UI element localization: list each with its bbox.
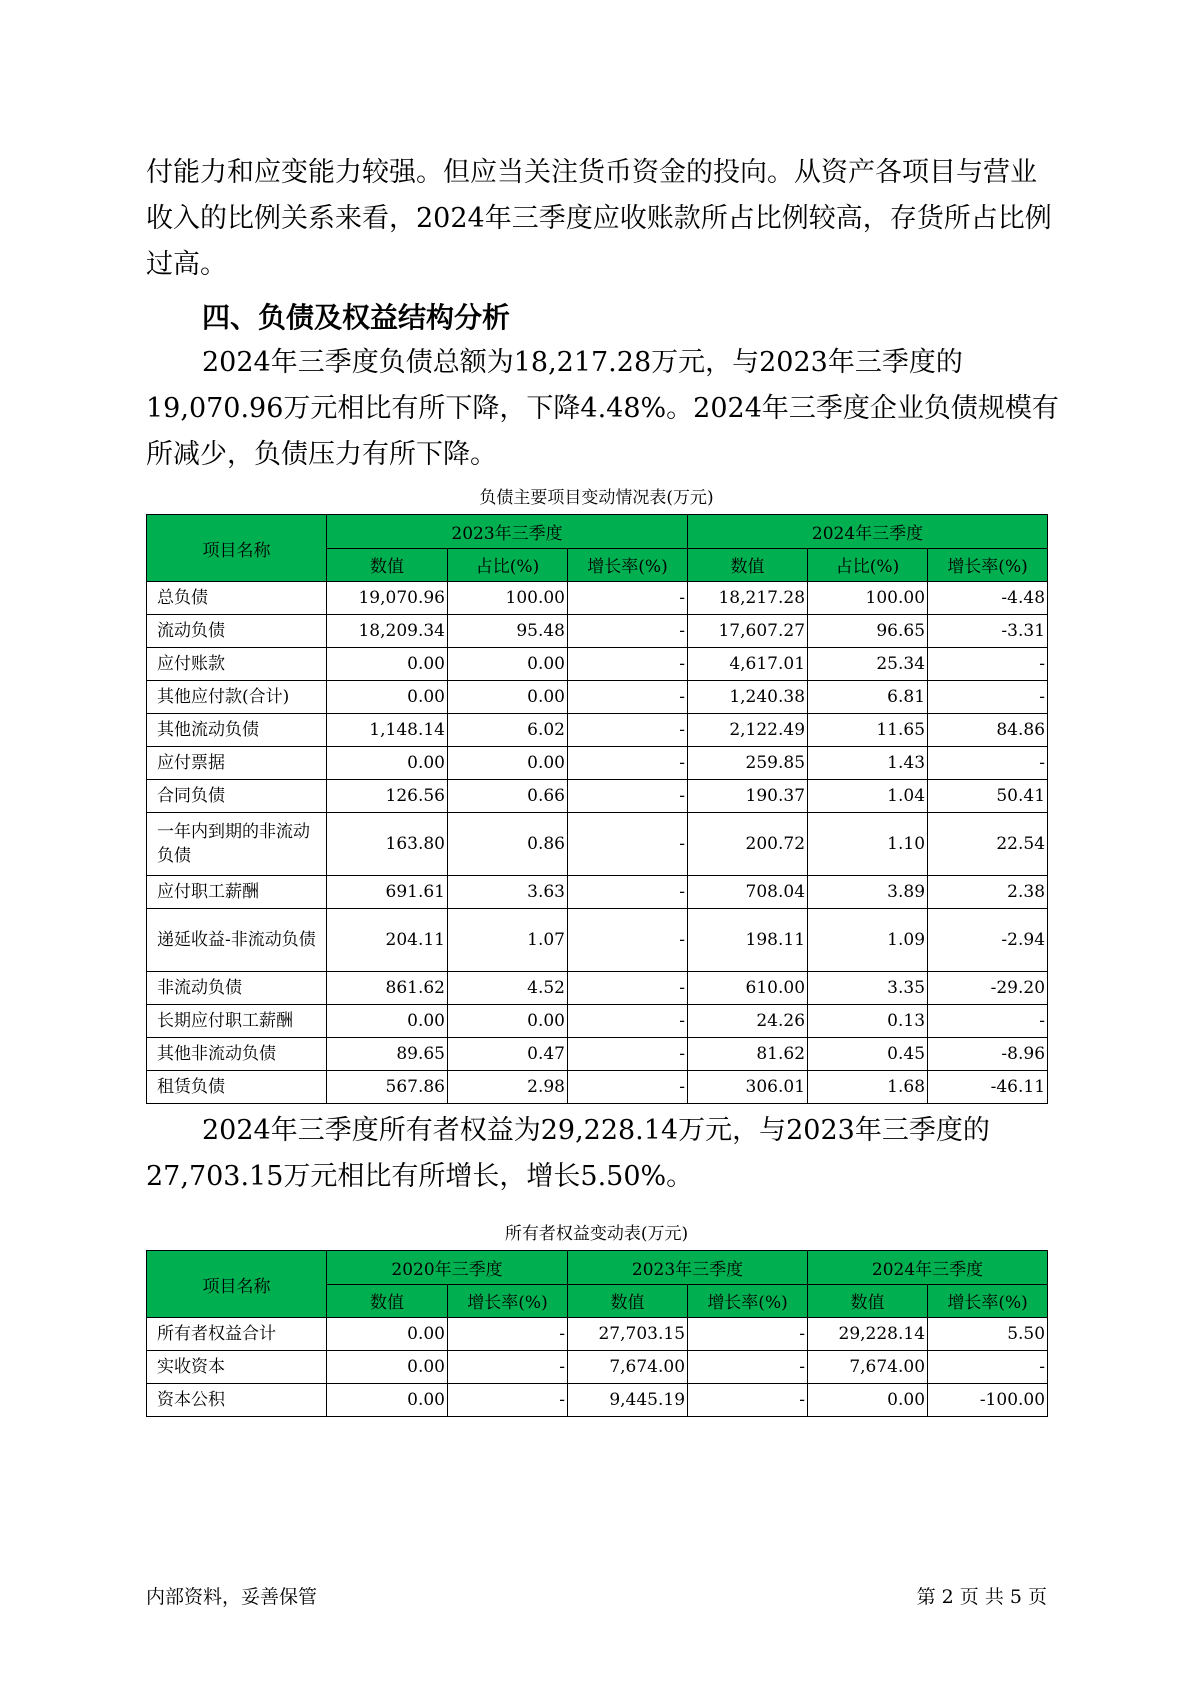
col-header-period-2024: 2024年三季度 (808, 1251, 1048, 1285)
value-cell: 3.35 (808, 972, 928, 1005)
value-cell: 1.04 (808, 780, 928, 813)
col-header-value: 数值 (327, 548, 448, 582)
table-row (147, 1071, 1048, 1104)
col-header-name: 项目名称 (147, 1251, 327, 1318)
row-label-cell: 应付职工薪酬 (147, 876, 327, 909)
value-cell: 0.00 (327, 681, 448, 714)
value-cell: 6.81 (808, 681, 928, 714)
equity-table (146, 1250, 1048, 1417)
value-cell: - (928, 747, 1048, 780)
col-header-value: 数值 (808, 1284, 928, 1318)
value-cell: 163.80 (327, 813, 448, 876)
value-cell: 1.10 (808, 813, 928, 876)
value-cell: -2.94 (928, 909, 1048, 972)
value-cell: -100.00 (928, 1384, 1048, 1417)
value-cell: - (928, 1351, 1048, 1384)
value-cell: 0.00 (327, 747, 448, 780)
row-label-cell: 租赁负债 (147, 1071, 327, 1104)
value-cell: 190.37 (688, 780, 808, 813)
value-cell: - (688, 1351, 808, 1384)
value-cell: - (448, 1384, 568, 1417)
row-label-cell: 所有者权益合计 (147, 1318, 327, 1351)
value-cell: 29,228.14 (808, 1318, 928, 1351)
value-cell: 0.13 (808, 1005, 928, 1038)
table-row (147, 1384, 1048, 1417)
value-cell: 81.62 (688, 1038, 808, 1071)
value-cell: 7,674.00 (808, 1351, 928, 1384)
value-cell: -3.31 (928, 615, 1048, 648)
value-cell: 200.72 (688, 813, 808, 876)
table-row (147, 1318, 1048, 1351)
row-label-cell: 一年内到期的非流动负债 (147, 813, 327, 876)
value-cell: - (568, 714, 688, 747)
table-row (147, 714, 1048, 747)
value-cell: 11.65 (808, 714, 928, 747)
col-header-period-2020: 2020年三季度 (327, 1251, 568, 1285)
value-cell: 0.00 (808, 1384, 928, 1417)
col-header-growth: 增长率(%) (928, 1284, 1048, 1318)
value-cell: 4,617.01 (688, 648, 808, 681)
value-cell: -29.20 (928, 972, 1048, 1005)
value-cell: 0.00 (448, 648, 568, 681)
table-row (147, 648, 1048, 681)
equity-table-body (147, 1318, 1048, 1417)
table-row (147, 780, 1048, 813)
value-cell: 27,703.15 (568, 1318, 688, 1351)
value-cell: 89.65 (327, 1038, 448, 1071)
row-label-cell: 实收资本 (147, 1351, 327, 1384)
col-header-period-2023: 2023年三季度 (568, 1251, 808, 1285)
value-cell: - (568, 615, 688, 648)
value-cell: 24.26 (688, 1005, 808, 1038)
value-cell: - (568, 813, 688, 876)
value-cell: - (568, 1038, 688, 1071)
value-cell: 1,148.14 (327, 714, 448, 747)
row-label-cell: 递延收益-非流动负债 (147, 909, 327, 972)
value-cell: 18,217.28 (688, 582, 808, 615)
value-cell: - (688, 1318, 808, 1351)
col-header-period-2023: 2023年三季度 (327, 515, 688, 549)
value-cell: 0.45 (808, 1038, 928, 1071)
table-row (147, 1038, 1048, 1071)
row-label-cell: 其他应付款(合计) (147, 681, 327, 714)
value-cell: 17,607.27 (688, 615, 808, 648)
paragraph-1-text: 付能力和应变能力较强。但应当关注货币资金的投向。从资产各项目与营业收入的比例关系来看，2024年三季度应收账款所占比例较高，存货所占比例过高。 (146, 157, 1052, 280)
value-cell: 0.86 (448, 813, 568, 876)
value-cell: - (688, 1384, 808, 1417)
value-cell: - (568, 876, 688, 909)
col-header-ratio: 占比(%) (808, 548, 928, 582)
value-cell: -4.48 (928, 582, 1048, 615)
value-cell: 126.56 (327, 780, 448, 813)
value-cell: 7,674.00 (568, 1351, 688, 1384)
table-row (147, 972, 1048, 1005)
value-cell: 1.68 (808, 1071, 928, 1104)
liability-header-row-1 (147, 515, 1048, 549)
value-cell: 100.00 (448, 582, 568, 615)
value-cell: - (568, 747, 688, 780)
row-label-cell: 应付票据 (147, 747, 327, 780)
value-cell: 22.54 (928, 813, 1048, 876)
liability-table (146, 514, 1048, 1104)
value-cell: 0.00 (327, 1384, 448, 1417)
value-cell: 19,070.96 (327, 582, 448, 615)
value-cell: - (568, 582, 688, 615)
value-cell: 3.63 (448, 876, 568, 909)
value-cell: 306.01 (688, 1071, 808, 1104)
value-cell: 2.38 (928, 876, 1048, 909)
value-cell: 259.85 (688, 747, 808, 780)
value-cell: 50.41 (928, 780, 1048, 813)
col-header-growth: 增长率(%) (688, 1284, 808, 1318)
value-cell: 3.89 (808, 876, 928, 909)
value-cell: 567.86 (327, 1071, 448, 1104)
value-cell: 198.11 (688, 909, 808, 972)
col-header-growth: 增长率(%) (928, 548, 1048, 582)
value-cell: 5.50 (928, 1318, 1048, 1351)
paragraph-3-text: 2024年三季度所有者权益为29,228.14万元，与2023年三季度的27,703.15万元相比有所增长，增长5.50%。 (146, 1115, 990, 1192)
table-row (147, 681, 1048, 714)
col-header-value: 数值 (568, 1284, 688, 1318)
value-cell: - (448, 1351, 568, 1384)
value-cell: 708.04 (688, 876, 808, 909)
equity-header-row-1 (147, 1251, 1048, 1285)
value-cell: 18,209.34 (327, 615, 448, 648)
col-header-name: 项目名称 (147, 515, 327, 582)
table-row (147, 813, 1048, 876)
row-label-cell: 其他流动负债 (147, 714, 327, 747)
col-header-ratio: 占比(%) (448, 548, 568, 582)
value-cell: - (928, 681, 1048, 714)
value-cell: 610.00 (688, 972, 808, 1005)
value-cell: 9,445.19 (568, 1384, 688, 1417)
value-cell: 95.48 (448, 615, 568, 648)
value-cell: 4.52 (448, 972, 568, 1005)
footer-left: 内部资料，妥善保管 (146, 1586, 318, 1608)
value-cell: 1.43 (808, 747, 928, 780)
value-cell: - (568, 909, 688, 972)
liability-table-caption: 负债主要项目变动情况表(万元) (479, 488, 714, 508)
value-cell: 84.86 (928, 714, 1048, 747)
value-cell: 0.00 (448, 1005, 568, 1038)
value-cell: 0.00 (327, 1351, 448, 1384)
value-cell: 6.02 (448, 714, 568, 747)
row-label-cell: 非流动负债 (147, 972, 327, 1005)
value-cell: 100.00 (808, 582, 928, 615)
paragraph-2-text: 2024年三季度负债总额为18,217.28万元，与2023年三季度的19,070.96万元相比有所下降，下降4.48%。2024年三季度企业负债规模有所减少，负债压力有所下降。 (146, 347, 1059, 470)
value-cell: 0.00 (327, 1318, 448, 1351)
liability-table-body (147, 582, 1048, 1104)
equity-table-caption: 所有者权益变动表(万元) (504, 1224, 689, 1244)
value-cell: 861.62 (327, 972, 448, 1005)
table-row (147, 1351, 1048, 1384)
col-header-value: 数值 (327, 1284, 448, 1318)
paragraph-2 (146, 340, 1061, 478)
value-cell: -8.96 (928, 1038, 1048, 1071)
value-cell: - (568, 780, 688, 813)
value-cell: 0.00 (448, 681, 568, 714)
value-cell: 1.09 (808, 909, 928, 972)
table-row (147, 909, 1048, 972)
footer-page-number: 第 2 页 共 5 页 (916, 1586, 1047, 1608)
value-cell: 691.61 (327, 876, 448, 909)
section-heading: 四、负债及权益结构分析 (202, 301, 511, 334)
value-cell: -46.11 (928, 1071, 1048, 1104)
row-label-cell: 资本公积 (147, 1384, 327, 1417)
col-header-growth: 增长率(%) (568, 548, 688, 582)
paragraph-3 (146, 1108, 1061, 1200)
value-cell: - (928, 648, 1048, 681)
value-cell: 0.00 (327, 1005, 448, 1038)
value-cell: 25.34 (808, 648, 928, 681)
value-cell: 2.98 (448, 1071, 568, 1104)
paragraph-1 (146, 150, 1061, 288)
col-header-growth: 增长率(%) (448, 1284, 568, 1318)
row-label-cell: 应付账款 (147, 648, 327, 681)
value-cell: - (568, 1005, 688, 1038)
value-cell: - (448, 1318, 568, 1351)
value-cell: 2,122.49 (688, 714, 808, 747)
col-header-period-2024: 2024年三季度 (688, 515, 1048, 549)
row-label-cell: 长期应付职工薪酬 (147, 1005, 327, 1038)
value-cell: 0.47 (448, 1038, 568, 1071)
value-cell: - (928, 1005, 1048, 1038)
value-cell: 204.11 (327, 909, 448, 972)
value-cell: - (568, 681, 688, 714)
table-row (147, 615, 1048, 648)
col-header-value: 数值 (688, 548, 808, 582)
value-cell: 0.66 (448, 780, 568, 813)
table-row (147, 1005, 1048, 1038)
row-label-cell: 其他非流动负债 (147, 1038, 327, 1071)
value-cell: - (568, 1071, 688, 1104)
table-row (147, 876, 1048, 909)
value-cell: 0.00 (448, 747, 568, 780)
value-cell: 1.07 (448, 909, 568, 972)
value-cell: - (568, 648, 688, 681)
row-label-cell: 合同负债 (147, 780, 327, 813)
value-cell: 96.65 (808, 615, 928, 648)
table-row (147, 747, 1048, 780)
value-cell: - (568, 972, 688, 1005)
row-label-cell: 总负债 (147, 582, 327, 615)
table-row (147, 582, 1048, 615)
row-label-cell: 流动负债 (147, 615, 327, 648)
value-cell: 1,240.38 (688, 681, 808, 714)
value-cell: 0.00 (327, 648, 448, 681)
